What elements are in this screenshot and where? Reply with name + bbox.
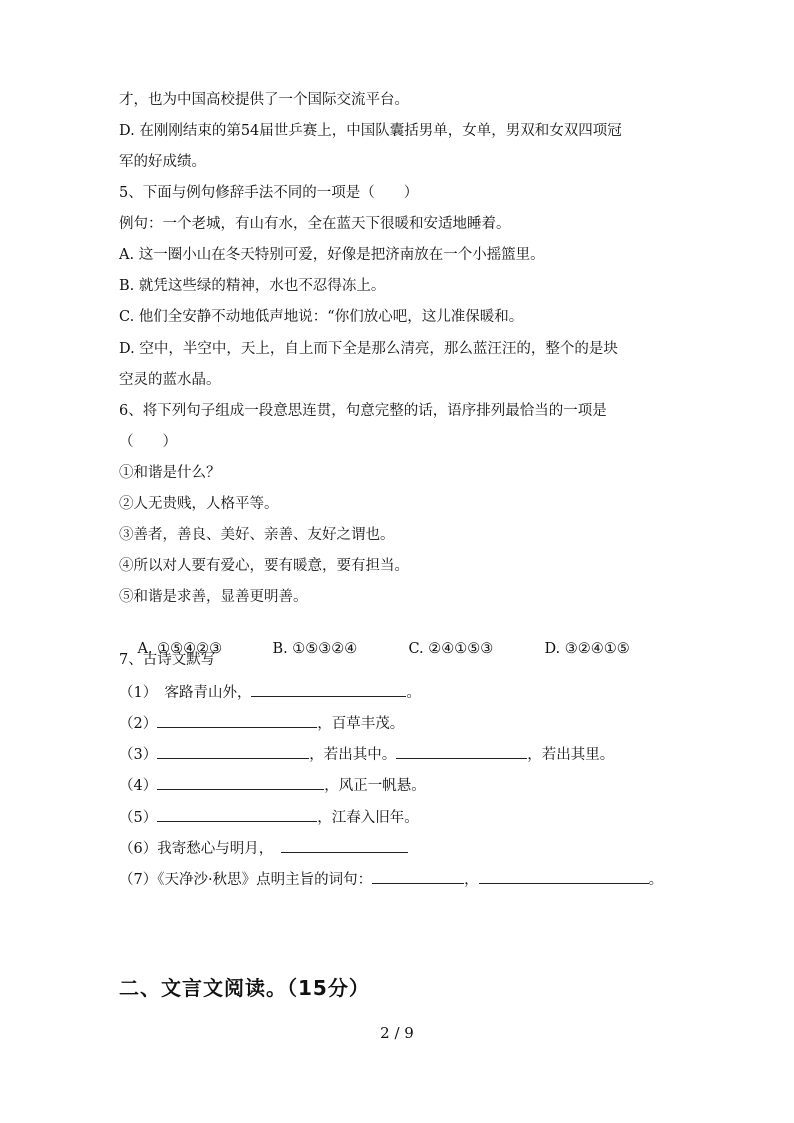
poem-4-prefix: （4） — [119, 778, 158, 794]
poem-1-suffix: 。 — [406, 685, 421, 701]
question-7: 7、古诗文默写 — [119, 652, 216, 668]
sentence-4: ④所以对人要有爱心，要有暖意，要有担当。 — [119, 558, 409, 574]
answer-blank[interactable] — [157, 743, 309, 759]
sentence-3: ③善者，善良、美好、亲善、友好之谓也。 — [119, 527, 395, 543]
poem-line-6 — [119, 837, 408, 859]
answer-blank[interactable] — [157, 712, 317, 728]
poem-7-prefix: （7）《天净沙·秋思》点明主旨的词句： — [119, 872, 373, 888]
poem-5-prefix: （5） — [119, 810, 158, 826]
answer-blank[interactable] — [157, 774, 324, 790]
poem-6-prefix: （6）我寄愁心与明月， — [119, 841, 274, 857]
text-line: 军的好成绩。 — [119, 154, 206, 170]
sentence-5: ⑤和谐是求善，显善更明善。 — [119, 589, 308, 605]
poem-3-mid: ，若出其中。 — [309, 747, 397, 763]
question-5-option-c: C. 他们全安静不动地低声地说：“你们放心吧，这儿准保暖和。 — [119, 309, 524, 325]
poem-3-suffix: ，若出其里。 — [527, 747, 615, 763]
option-a: A. ①⑤④②③ — [137, 641, 223, 657]
poem-4-suffix: ，风正一帆悬。 — [324, 778, 426, 794]
poem-line-3 — [119, 743, 614, 765]
question-5-option-a: A. 这一圈小山在冬天特别可爱，好像是把济南放在一个小摇篮里。 — [119, 247, 545, 263]
question-5-example: 例句：一个老城，有山有水，全在蓝天下很暖和安适地睡着。 — [119, 216, 511, 232]
poem-line-1 — [119, 681, 421, 703]
poem-line-4 — [119, 774, 426, 796]
poem-5-suffix: ，江春入旧年。 — [317, 810, 419, 826]
option-d-line: D. 在刚刚结束的第54届世乒赛上，中国队囊括男单，女单，男双和女双四项冠 — [119, 123, 622, 139]
poem-line-5 — [119, 806, 419, 828]
poem-3-prefix: （3） — [119, 747, 158, 763]
poem-7-suffix: 。 — [648, 872, 664, 888]
question-5-option-d-cont: 空灵的蓝水晶。 — [119, 372, 221, 388]
poem-line-7 — [119, 868, 663, 890]
sentence-2: ②人无贵贱，人格平等。 — [119, 496, 279, 512]
question-5-option-b: B. 就凭这些绿的精神，水也不忍得冻上。 — [119, 278, 386, 294]
text-line: 才，也为中国高校提供了一个国际交流平台。 — [119, 92, 409, 108]
answer-blank[interactable] — [372, 868, 464, 884]
answer-blank[interactable] — [479, 868, 649, 884]
question-6-options — [119, 619, 630, 679]
poem-7-mid: ， — [464, 872, 479, 888]
question-5: 5、下面与例句修辞手法不同的一项是（ ） — [119, 185, 419, 201]
question-5-option-d: D. 空中，半空中，天上，自上而下全是那么清亮，那么蓝汪汪的，整个的是块 — [119, 341, 618, 357]
question-6: 6、将下列句子组成一段意思连贯，句意完整的话，语序排列最恰当的一项是 — [119, 403, 607, 419]
answer-blank[interactable] — [251, 681, 406, 697]
section-title: 二、文言文阅读。（15分） — [119, 976, 370, 1000]
answer-blank[interactable] — [396, 743, 527, 759]
option-d: D. ③②④①⑤ — [544, 641, 630, 657]
question-6-paren: （ ） — [119, 434, 177, 450]
option-c: C. ②④①⑤③ — [408, 641, 494, 657]
poem-2-prefix: （2） — [119, 716, 158, 732]
page-number: 2 / 9 — [380, 1024, 414, 1042]
poem-2-suffix: ，百草丰茂。 — [317, 716, 405, 732]
answer-blank[interactable] — [281, 837, 408, 853]
option-b: B. ①⑤③②④ — [272, 641, 358, 657]
poem-line-2 — [119, 712, 404, 734]
sentence-1: ①和谐是什么？ — [119, 465, 221, 481]
poem-1-prefix: （1） 客路青山外， — [119, 685, 252, 701]
answer-blank[interactable] — [157, 806, 317, 822]
